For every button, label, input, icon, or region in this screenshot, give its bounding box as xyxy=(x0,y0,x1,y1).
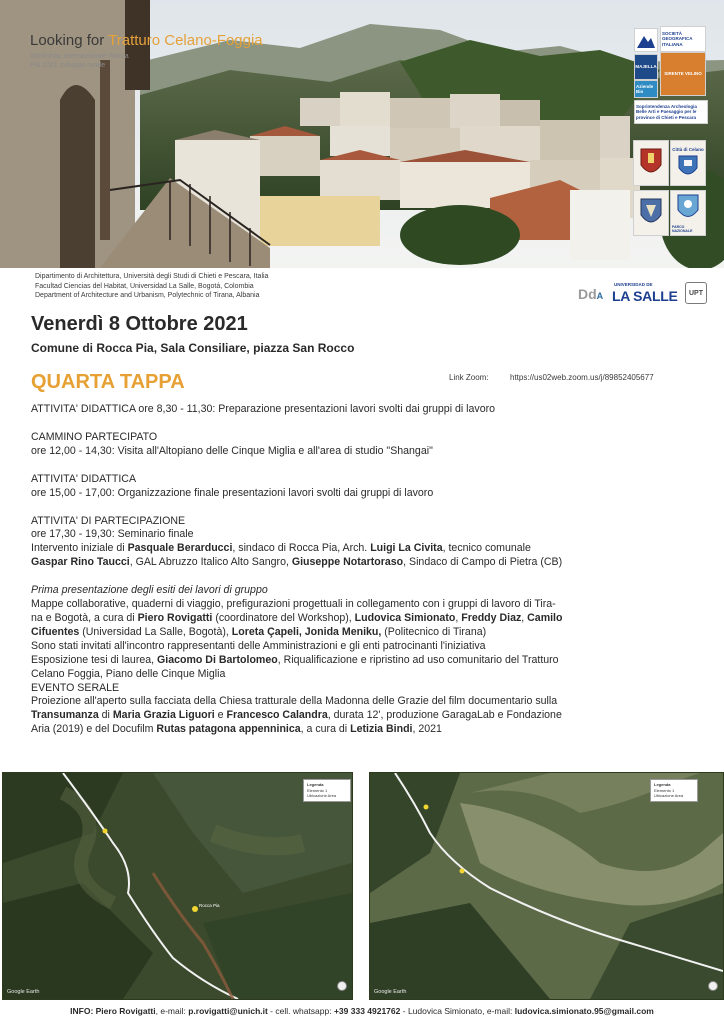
affiliation-chieti: Dipartimento di Architettura, Università degli Studi di Chieti e Pescara, Italia xyxy=(35,273,269,280)
dda-text: Dd xyxy=(578,286,597,302)
workshop-subtitle: Workshop internazionale Rocca Pia 2021 sviluppo rurale xyxy=(30,53,129,69)
block-partecipazione-line1 xyxy=(31,542,701,556)
speaker-name: Pasquale Berarducci xyxy=(127,542,233,555)
dda-suffix: A xyxy=(596,291,604,301)
block-serale-line1: Proiezione all'aperto sulla facciata della Chiesa tratturale della Madonna delle Grazie del film documentario sulla xyxy=(31,695,558,708)
text-run: di xyxy=(98,709,113,722)
text-run: , xyxy=(455,611,462,624)
legend-item: Ubicazione Area xyxy=(307,793,337,798)
block-presentazione-line2 xyxy=(31,612,701,626)
coat-of-arms-icon xyxy=(638,145,664,181)
text-run: , tecnico comunale xyxy=(442,542,531,555)
map-legend-right xyxy=(650,779,698,802)
compass-icon[interactable] xyxy=(708,981,718,991)
satellite-terrain-left xyxy=(3,773,352,999)
majella-park-logo xyxy=(634,28,658,52)
title-prefix: Looking for xyxy=(30,32,105,49)
location-marker-icon[interactable] xyxy=(424,805,429,810)
block-presentazione-line4: Sono stati invitati all'incontro rappresentanti delle Amministrazioni e gli enti patrocinanti l'iniziativa xyxy=(31,639,486,652)
film-title: Transumanza xyxy=(31,709,99,722)
zoom-label: Link Zoom: xyxy=(449,373,489,382)
compass-icon[interactable] xyxy=(337,981,347,991)
crest-logo-1 xyxy=(633,140,669,186)
lasalle-logo: LA SALLE xyxy=(612,288,678,304)
sirente-velino-text: SIRENTE VELINO xyxy=(664,71,702,77)
map-left xyxy=(2,772,353,1000)
speaker-name: Giuseppe Notartoraso xyxy=(291,556,404,569)
text-run: Intervento iniziale di xyxy=(31,542,128,555)
speaker-name: Freddy Diaz xyxy=(461,611,522,624)
block-presentazione-line3 xyxy=(31,626,701,640)
text-run: , 2021 xyxy=(412,723,442,736)
aziende-text: Aziende Bio xyxy=(636,83,654,94)
block-cammino-text: ore 12,00 - 14,30: Visita all'Altopiano delle Cinque Miglia e all'area di studio "Shangai" xyxy=(31,444,433,457)
text-run: , durata 12', produzione GaragaLab e Fondazione xyxy=(327,709,562,722)
speaker-name: Gaspar Rino Taucci xyxy=(31,556,130,569)
speaker-name: Camilo xyxy=(527,611,563,624)
block-presentazione-title xyxy=(31,584,701,598)
speaker-name: Maria Grazia Liguori xyxy=(112,709,215,722)
text-run: , Sindaco di Campo di Pietra (CB) xyxy=(403,556,563,569)
coat-of-arms-icon xyxy=(675,192,701,224)
map-legend-left xyxy=(303,779,351,802)
dda-logo xyxy=(578,286,603,302)
google-earth-credit: Google Earth xyxy=(7,989,40,995)
text-run: (Universidad La Salle, Bogotà), xyxy=(79,625,232,638)
sirente-velino-logo xyxy=(660,52,706,96)
mountain-icon xyxy=(636,30,656,50)
speaker-name: Luigi La Civita xyxy=(370,542,443,555)
workshop-title xyxy=(30,32,263,49)
legend-title: Legenda xyxy=(654,782,671,787)
crest-logo-2 xyxy=(633,190,669,236)
text-run: Esposizione tesi di laurea, xyxy=(31,653,158,666)
coat-of-arms-icon xyxy=(677,154,699,180)
text-run: - cell. whatsapp: xyxy=(267,1006,334,1016)
majella-text: MAJELLA xyxy=(635,64,657,70)
affiliations xyxy=(35,272,268,301)
block-didattica-title: ATTIVITA' DIDATTICA xyxy=(31,472,137,485)
program-body xyxy=(31,403,701,737)
block-serale-line3 xyxy=(31,723,701,737)
text-run: , a cura di xyxy=(300,723,351,736)
event-place: Comune di Rocca Pia, Sala Consiliare, piazza San Rocco xyxy=(31,341,355,355)
satellite-terrain-right xyxy=(370,773,723,999)
contact-info xyxy=(0,1006,724,1016)
block-partecipazione-title: ATTIVITA' DI PARTECIPAZIONE xyxy=(31,514,186,527)
block-partecipazione-line2 xyxy=(31,556,701,570)
text-run: , xyxy=(521,611,528,624)
legend-title: Legenda xyxy=(307,782,324,787)
societa-geografica-text: SOCIETÀ GEOGRAFICA ITALIANA xyxy=(662,30,693,47)
text-run: , e-mail: xyxy=(155,1006,189,1016)
upt-logo: UPT xyxy=(685,282,707,304)
google-earth-credit: Google Earth xyxy=(374,989,407,995)
place-label: Rocca Pia xyxy=(199,903,220,908)
text-run: e xyxy=(214,709,227,722)
parco-logo xyxy=(670,190,706,236)
block-presentazione-line1: Mappe collaborative, quaderni di viaggio, prefigurazioni progettuali in collegamento con i gruppi di lavoro di Tira- xyxy=(31,598,556,611)
film-title: Rutas patagona appenninica xyxy=(156,723,301,736)
majella-logo xyxy=(634,54,658,80)
text-run: , Riqualificazione e ripristino ad uso comunitario del Tratturo xyxy=(277,653,559,666)
location-marker-icon[interactable] xyxy=(192,906,198,912)
block-serale-line2 xyxy=(31,709,701,723)
aziende-logo xyxy=(634,80,658,98)
location-marker-icon[interactable] xyxy=(460,869,465,874)
soprintendenza-text: Soprintendenza Archeologia Belle Arti e Paesaggio per le province di Chieti e Pescara xyxy=(636,103,697,120)
speaker-name: Francesco Calandra xyxy=(226,709,328,722)
zoom-link[interactable]: https://us02web.zoom.us/j/89852405677 xyxy=(510,373,654,382)
speaker-name: Cifuentes xyxy=(31,625,80,638)
citta-celano-logo xyxy=(670,140,706,186)
parco-text: PARCO NAZIONALE xyxy=(672,225,693,233)
affiliation-lasalle: Facultad Ciencias del Habitat, Universidad La Salle, Bogotá, Colombia xyxy=(35,282,254,290)
text-run: na e Bogotà, a cura di xyxy=(31,611,138,624)
text-run: , sindaco di Rocca Pia, Arch. xyxy=(232,542,371,555)
title-highlight: Tratturo Celano-Foggia xyxy=(108,32,263,49)
block-serale-title: EVENTO SERALE xyxy=(31,681,120,694)
soprintendenza-logo xyxy=(634,100,708,124)
contact-name: Piero Rovigatti xyxy=(95,1006,156,1016)
block-didattica-morning: ATTIVITA' DIDATTICA ore 8,30 - 11,30: Preparazione presentazioni lavori svolti dai gruppi di lavoro xyxy=(31,403,496,415)
contact-email[interactable]: p.rovigatti@unich.it xyxy=(188,1006,268,1016)
legend-item: Elemento 1 xyxy=(307,787,328,793)
text-run: - xyxy=(400,1006,408,1016)
societa-geografica-logo xyxy=(660,26,706,52)
text-run: , GAL Abruzzo Italico Alto Sangro, xyxy=(129,556,292,569)
event-date: Venerdì 8 Ottobre 2021 xyxy=(31,313,248,335)
speaker-name: Giacomo Di Bartolomeo xyxy=(157,653,278,666)
block-presentazione-line6: Celano Foggia, Piano delle Cinque Miglia xyxy=(31,667,226,680)
legend-item: Elemento 1 xyxy=(654,787,675,793)
map-right xyxy=(369,772,724,1000)
contact-email[interactable]: ludovica.simionato.95@gmail.com xyxy=(514,1006,654,1016)
affiliation-tirana: Department of Architecture and Urbanism, Polytechnic of Tirana, Albania xyxy=(35,292,260,299)
citta-celano-text: Città di Celano xyxy=(672,147,704,153)
block-presentazione-line5 xyxy=(31,654,701,668)
contact-name: Ludovica Simionato xyxy=(407,1006,483,1016)
block-cammino-title: CAMMINO PARTECIPATO xyxy=(31,430,158,443)
text-run: , e-mail: xyxy=(482,1006,515,1016)
block-didattica-text: ore 15,00 - 17,00: Organizzazione finale presentazioni lavori svolti dai gruppi di lavoro xyxy=(31,486,434,499)
italic-heading: Prima presentazione degli esiti dei lavori di gruppo xyxy=(31,584,268,597)
coat-of-arms-icon xyxy=(638,195,664,231)
speaker-name: Piero Rovigatti xyxy=(137,611,213,624)
text-run: (coordinatore del Workshop), xyxy=(212,611,355,624)
info-label: INFO: xyxy=(70,1006,96,1016)
speaker-name: Loreta Çapeli, Jonida Meniku, xyxy=(231,625,382,638)
speaker-name: Ludovica Simionato xyxy=(354,611,456,624)
stage-title: QUARTA TAPPA xyxy=(31,371,185,393)
block-partecipazione-time: ore 17,30 - 19,30: Seminario finale xyxy=(31,528,194,541)
location-marker-icon[interactable] xyxy=(103,829,108,834)
speaker-name: Letizia Bindi xyxy=(350,723,413,736)
text-run: (Politecnico di Tirana) xyxy=(381,625,487,638)
text-run: Aria (2019) e del Docufilm xyxy=(31,723,157,736)
legend-item: Ubicazione Area xyxy=(654,793,684,798)
contact-phone[interactable]: +39 333 4921762 xyxy=(333,1006,401,1016)
lasalle-caption: UNIVERSIDAD DE xyxy=(614,282,653,287)
